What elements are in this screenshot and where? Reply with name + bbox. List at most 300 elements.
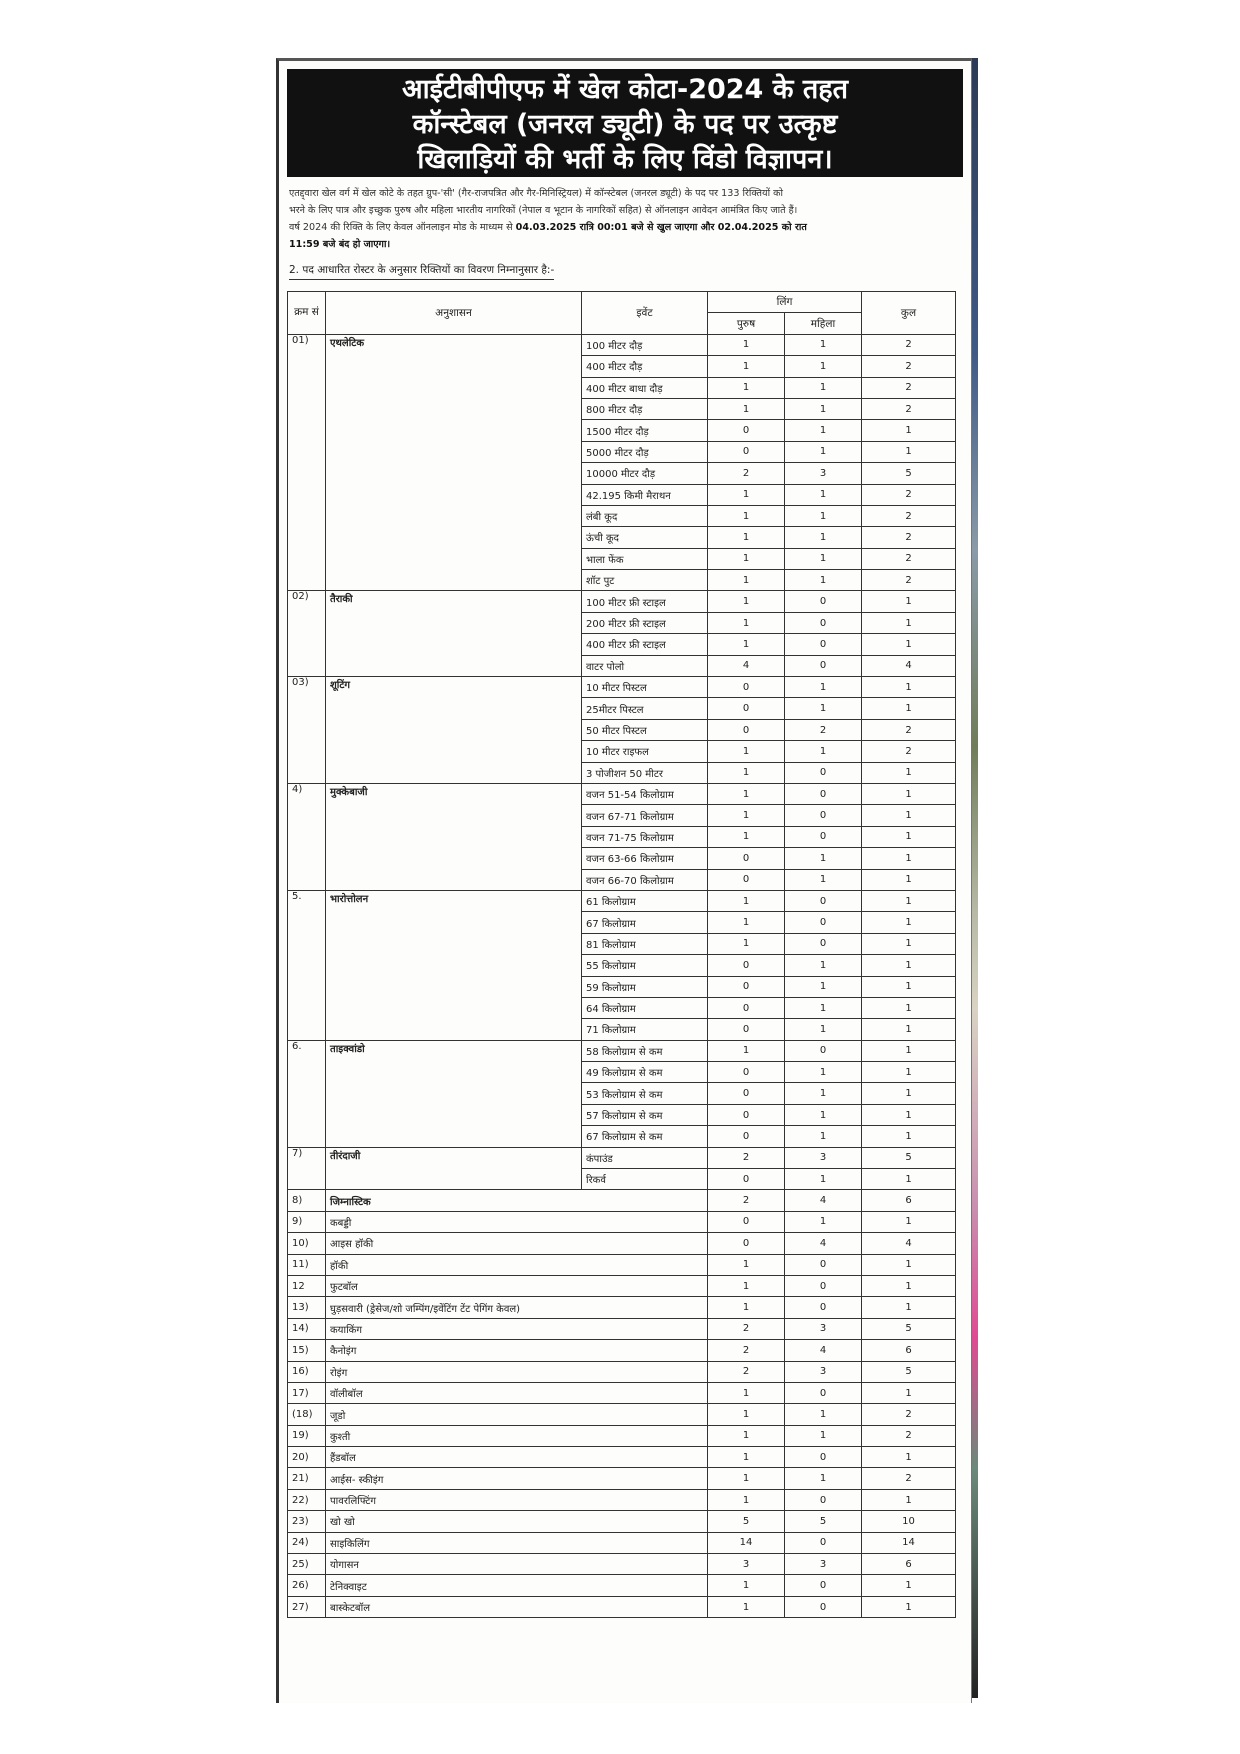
table-body	[288, 334, 956, 1617]
header-gender: लिंग	[708, 292, 862, 313]
section-title: 2. पद आधारित रोस्टर के अनुसार रिक्तियों का विवरण निम्नानुसार है:-	[289, 263, 554, 280]
row-female: 3	[785, 1147, 862, 1168]
row-total: 2	[862, 741, 956, 762]
row-female: 3	[785, 1361, 862, 1382]
row-male: 2	[708, 1190, 785, 1211]
row-event: 42.195 किमी मैराथन	[582, 484, 708, 505]
row-sno: 6.	[288, 1040, 326, 1147]
row-total: 1	[862, 997, 956, 1018]
intro-line-1: एतद्द्वारा खेल वर्ग में खेल कोटे के तहत ग्रुप-'सी' (गैर-राजपत्रित और गैर-मिनिस्ट्रियल) में कॉन्स्टेबल (जनरल ड्यूटी) के पद पर 133 रिक्तियों को	[289, 188, 783, 199]
row-total: 1	[862, 1254, 956, 1275]
header-total: कुल	[862, 292, 956, 335]
row-male: 3	[708, 1554, 785, 1575]
row-total: 1	[862, 1382, 956, 1403]
row-female: 1	[785, 976, 862, 997]
table-row	[288, 1511, 956, 1532]
row-female: 1	[785, 1104, 862, 1125]
intro-line-3	[289, 219, 961, 236]
row-male: 1	[708, 912, 785, 933]
row-female: 1	[785, 398, 862, 419]
table-row	[288, 1233, 956, 1254]
intro-line-2: भरने के लिए पात्र और इच्छुक पुरुष और महिला भारतीय नागरिकों (नेपाल व भूटान के नागरिकों सहित) से ऑनलाइन आवेदन आमंत्रित किए जाते हैं।	[289, 205, 798, 216]
row-total: 1	[862, 1275, 956, 1296]
row-event: 57 किलोग्राम से कम	[582, 1104, 708, 1125]
row-male: 0	[708, 1019, 785, 1040]
row-female: 0	[785, 890, 862, 911]
intro-line-3a: वर्ष 2024 की रिक्ति के लिए केवल ऑनलाइन मोड के माध्यम से	[289, 222, 513, 233]
table-row	[288, 1447, 956, 1468]
row-male: 0	[708, 719, 785, 740]
row-sno: 17)	[288, 1382, 326, 1403]
row-sno: 26)	[288, 1575, 326, 1596]
table-row	[288, 334, 956, 355]
row-event: 53 किलोग्राम से कम	[582, 1083, 708, 1104]
header-discipline: अनुशासन	[326, 292, 582, 335]
row-female: 0	[785, 783, 862, 804]
row-male: 0	[708, 955, 785, 976]
row-sno: 7)	[288, 1147, 326, 1190]
row-total: 1	[862, 783, 956, 804]
table-row	[288, 1489, 956, 1510]
row-event: ऊंची कूद	[582, 527, 708, 548]
row-female: 0	[785, 612, 862, 633]
row-male: 1	[708, 1575, 785, 1596]
row-male: 1	[708, 1489, 785, 1510]
row-female: 1	[785, 869, 862, 890]
row-female: 4	[785, 1190, 862, 1211]
row-sno: 19)	[288, 1425, 326, 1446]
header-female: महिला	[785, 313, 862, 334]
row-male: 0	[708, 1104, 785, 1125]
row-female: 0	[785, 1575, 862, 1596]
row-total: 6	[862, 1340, 956, 1361]
row-female: 0	[785, 1275, 862, 1296]
row-male: 1	[708, 1468, 785, 1489]
row-sno: 11)	[288, 1254, 326, 1275]
row-event: 61 किलोग्राम	[582, 890, 708, 911]
row-female: 1	[785, 441, 862, 462]
row-event: 100 मीटर दौड़	[582, 334, 708, 355]
row-total: 1	[862, 612, 956, 633]
row-male: 2	[708, 1361, 785, 1382]
row-female: 1	[785, 1404, 862, 1425]
title-banner	[287, 69, 963, 177]
row-female: 1	[785, 1083, 862, 1104]
title-line-3: खिलाड़ियों की भर्ती के लिए विंडो विज्ञापन।	[417, 144, 833, 175]
row-female: 0	[785, 826, 862, 847]
row-male: 1	[708, 762, 785, 783]
table-row	[288, 890, 956, 911]
row-male: 2	[708, 1340, 785, 1361]
row-male: 4	[708, 655, 785, 676]
row-male: 0	[708, 1211, 785, 1232]
row-discipline: एथलेटिक	[326, 334, 582, 591]
row-female: 0	[785, 634, 862, 655]
row-male: 0	[708, 1169, 785, 1190]
row-male: 1	[708, 570, 785, 591]
row-male: 14	[708, 1532, 785, 1553]
row-total: 1	[862, 1169, 956, 1190]
table-row	[288, 1596, 956, 1617]
row-male: 1	[708, 1297, 785, 1318]
row-total: 1	[862, 1019, 956, 1040]
row-female: 1	[785, 1425, 862, 1446]
row-total: 5	[862, 1147, 956, 1168]
row-male: 0	[708, 698, 785, 719]
intro-line-4	[289, 236, 961, 253]
row-male: 2	[708, 1318, 785, 1339]
row-female: 4	[785, 1340, 862, 1361]
intro-close-time: 11:59 बजे बंद हो जाएगा।	[289, 239, 391, 250]
row-total: 4	[862, 1233, 956, 1254]
row-discipline: योगासन	[326, 1554, 708, 1575]
row-male: 1	[708, 1382, 785, 1403]
row-event: 59 किलोग्राम	[582, 976, 708, 997]
row-event: 5000 मीटर दौड़	[582, 441, 708, 462]
table-row	[288, 1211, 956, 1232]
row-female: 1	[785, 377, 862, 398]
row-discipline: हैंडबॉल	[326, 1447, 708, 1468]
row-total: 1	[862, 677, 956, 698]
row-event: वजन 67-71 किलोग्राम	[582, 805, 708, 826]
row-male: 1	[708, 612, 785, 633]
table-row	[288, 1361, 956, 1382]
row-sno: 01)	[288, 334, 326, 591]
row-male: 1	[708, 377, 785, 398]
table-row	[288, 1382, 956, 1403]
vacancy-table	[287, 291, 956, 1618]
row-total: 1	[862, 955, 956, 976]
row-event: रिकर्व	[582, 1169, 708, 1190]
row-total: 1	[862, 890, 956, 911]
row-male: 1	[708, 805, 785, 826]
row-event: लंबी कूद	[582, 505, 708, 526]
table-row	[288, 1147, 956, 1168]
row-event: 10 मीटर पिस्टल	[582, 677, 708, 698]
row-female: 1	[785, 848, 862, 869]
row-male: 1	[708, 1425, 785, 1446]
row-female: 3	[785, 1554, 862, 1575]
row-male: 0	[708, 1083, 785, 1104]
row-sno: 8)	[288, 1190, 326, 1211]
row-total: 1	[862, 1575, 956, 1596]
row-total: 1	[862, 441, 956, 462]
row-male: 1	[708, 548, 785, 569]
row-female: 1	[785, 1019, 862, 1040]
row-event: 25मीटर पिस्टल	[582, 698, 708, 719]
row-female: 3	[785, 1318, 862, 1339]
row-total: 2	[862, 1468, 956, 1489]
row-male: 0	[708, 677, 785, 698]
row-male: 1	[708, 484, 785, 505]
row-sno: 20)	[288, 1447, 326, 1468]
row-female: 0	[785, 1297, 862, 1318]
row-event: वाटर पोलो	[582, 655, 708, 676]
row-female: 1	[785, 1211, 862, 1232]
row-total: 1	[862, 1062, 956, 1083]
row-discipline: खो खो	[326, 1511, 708, 1532]
row-female: 2	[785, 719, 862, 740]
row-female: 1	[785, 420, 862, 441]
row-male: 0	[708, 997, 785, 1018]
row-sno: 4)	[288, 783, 326, 890]
table-row	[288, 783, 956, 804]
title-line-1: आईटीबीपीएफ में खेल कोटा-2024 के तहत	[401, 74, 848, 105]
title-line-2: कॉन्स्टेबल (जनरल ड्यूटी) के पद पर उत्कृष्ट	[412, 109, 838, 140]
row-total: 1	[862, 805, 956, 826]
table-row	[288, 1040, 956, 1061]
row-female: 1	[785, 677, 862, 698]
row-male: 1	[708, 1404, 785, 1425]
table-row	[288, 1575, 956, 1596]
row-male: 0	[708, 869, 785, 890]
row-discipline: भारोत्तोलन	[326, 890, 582, 1040]
row-discipline: पावरलिफ्टिंग	[326, 1489, 708, 1510]
row-sno: 02)	[288, 591, 326, 677]
row-total: 2	[862, 719, 956, 740]
row-discipline: मुक्केबाजी	[326, 783, 582, 890]
row-male: 0	[708, 1233, 785, 1254]
row-sno: 21)	[288, 1468, 326, 1489]
table-row	[288, 1404, 956, 1425]
row-male: 0	[708, 1062, 785, 1083]
row-total: 1	[862, 420, 956, 441]
advertisement-page	[276, 58, 972, 1703]
row-discipline: रोइंग	[326, 1361, 708, 1382]
row-total: 1	[862, 976, 956, 997]
row-total: 6	[862, 1554, 956, 1575]
row-female: 0	[785, 1596, 862, 1617]
row-total: 5	[862, 1318, 956, 1339]
table-row	[288, 1532, 956, 1553]
row-female: 0	[785, 591, 862, 612]
table-row	[288, 1190, 956, 1211]
row-event: 400 मीटर फ्री स्टाइल	[582, 634, 708, 655]
row-female: 0	[785, 1489, 862, 1510]
row-total: 1	[862, 698, 956, 719]
row-discipline: कुश्ती	[326, 1425, 708, 1446]
row-sno: 5.	[288, 890, 326, 1040]
row-sno: 03)	[288, 677, 326, 784]
row-discipline: घुड़सवारी (ड्रेसेज/शो जम्पिंग/इवेंटिंग टेंट पेगिंग केवल)	[326, 1297, 708, 1318]
row-discipline: जूडो	[326, 1404, 708, 1425]
row-total: 14	[862, 1532, 956, 1553]
row-female: 1	[785, 484, 862, 505]
row-total: 1	[862, 1040, 956, 1061]
row-female: 0	[785, 933, 862, 954]
row-total: 2	[862, 356, 956, 377]
row-sno: 22)	[288, 1489, 326, 1510]
row-male: 1	[708, 527, 785, 548]
row-sno: 25)	[288, 1554, 326, 1575]
row-discipline: तैराकी	[326, 591, 582, 677]
row-event: वजन 71-75 किलोग्राम	[582, 826, 708, 847]
row-event: 81 किलोग्राम	[582, 933, 708, 954]
row-discipline: ताइक्वांडो	[326, 1040, 582, 1147]
row-event: 71 किलोग्राम	[582, 1019, 708, 1040]
row-male: 0	[708, 1126, 785, 1147]
row-female: 1	[785, 741, 862, 762]
row-female: 0	[785, 912, 862, 933]
row-discipline: साइकिलिंग	[326, 1532, 708, 1553]
row-sno: 24)	[288, 1532, 326, 1553]
row-female: 1	[785, 1062, 862, 1083]
row-female: 1	[785, 505, 862, 526]
row-total: 5	[862, 463, 956, 484]
row-female: 1	[785, 356, 862, 377]
row-event: 3 पोजीशन 50 मीटर	[582, 762, 708, 783]
row-male: 0	[708, 976, 785, 997]
row-event: 1500 मीटर दौड़	[582, 420, 708, 441]
row-total: 2	[862, 377, 956, 398]
table-row	[288, 1554, 956, 1575]
table-row	[288, 1275, 956, 1296]
row-discipline: हॉकी	[326, 1254, 708, 1275]
row-male: 1	[708, 826, 785, 847]
row-female: 0	[785, 1040, 862, 1061]
row-discipline: वॉलीबॉल	[326, 1382, 708, 1403]
row-total: 2	[862, 334, 956, 355]
row-discipline: कैनोइंग	[326, 1340, 708, 1361]
intro-dates: 04.03.2025 रात्रि 00:01 बजे से खुल जाएगा और 02.04.2025 को रात	[515, 222, 807, 233]
table-row	[288, 1340, 956, 1361]
row-female: 1	[785, 548, 862, 569]
row-total: 2	[862, 398, 956, 419]
row-event: 10 मीटर राइफल	[582, 741, 708, 762]
row-event: 800 मीटर दौड़	[582, 398, 708, 419]
row-male: 1	[708, 398, 785, 419]
row-female: 1	[785, 1169, 862, 1190]
row-total: 1	[862, 591, 956, 612]
row-total: 1	[862, 1083, 956, 1104]
row-discipline: आईस- स्कीइंग	[326, 1468, 708, 1489]
row-female: 4	[785, 1233, 862, 1254]
row-total: 10	[862, 1511, 956, 1532]
row-event: कंपाउंड	[582, 1147, 708, 1168]
row-total: 5	[862, 1361, 956, 1382]
row-total: 1	[862, 1596, 956, 1617]
row-total: 1	[862, 826, 956, 847]
row-female: 0	[785, 1532, 862, 1553]
row-total: 4	[862, 655, 956, 676]
row-discipline: जिम्नास्टिक	[326, 1190, 708, 1211]
row-total: 1	[862, 1104, 956, 1125]
row-total: 1	[862, 1489, 956, 1510]
row-female: 0	[785, 805, 862, 826]
row-female: 0	[785, 1254, 862, 1275]
row-discipline: बास्केटबॉल	[326, 1596, 708, 1617]
row-discipline: कयाकिंग	[326, 1318, 708, 1339]
row-total: 1	[862, 634, 956, 655]
row-discipline: आइस हॉकी	[326, 1233, 708, 1254]
header-male: पुरुष	[708, 313, 785, 334]
row-event: वजन 66-70 किलोग्राम	[582, 869, 708, 890]
row-male: 5	[708, 1511, 785, 1532]
row-female: 1	[785, 527, 862, 548]
row-male: 1	[708, 1275, 785, 1296]
header-sno: क्रम सं	[288, 292, 326, 335]
row-event: 64 किलोग्राम	[582, 997, 708, 1018]
row-sno: 27)	[288, 1596, 326, 1617]
row-male: 2	[708, 1147, 785, 1168]
row-sno: 15)	[288, 1340, 326, 1361]
row-male: 1	[708, 1040, 785, 1061]
row-event: 58 किलोग्राम से कम	[582, 1040, 708, 1061]
row-female: 1	[785, 334, 862, 355]
row-total: 1	[862, 1297, 956, 1318]
row-total: 1	[862, 1126, 956, 1147]
row-female: 1	[785, 1468, 862, 1489]
row-total: 1	[862, 1447, 956, 1468]
row-sno: 13)	[288, 1297, 326, 1318]
row-sno: (18)	[288, 1404, 326, 1425]
row-male: 1	[708, 1596, 785, 1617]
row-female: 1	[785, 955, 862, 976]
row-male: 1	[708, 356, 785, 377]
row-male: 1	[708, 783, 785, 804]
header-event: इवेंट	[582, 292, 708, 335]
table-row	[288, 677, 956, 698]
row-event: शॉट पुट	[582, 570, 708, 591]
table-row	[288, 1254, 956, 1275]
row-event: 10000 मीटर दौड़	[582, 463, 708, 484]
row-male: 1	[708, 1447, 785, 1468]
table-row	[288, 1468, 956, 1489]
row-discipline: कबड्डी	[326, 1211, 708, 1232]
row-total: 2	[862, 484, 956, 505]
row-total: 1	[862, 1211, 956, 1232]
row-female: 3	[785, 463, 862, 484]
row-total: 2	[862, 505, 956, 526]
row-female: 0	[785, 1447, 862, 1468]
row-total: 2	[862, 548, 956, 569]
row-event: 400 मीटर बाधा दौड़	[582, 377, 708, 398]
row-event: 55 किलोग्राम	[582, 955, 708, 976]
row-female: 1	[785, 698, 862, 719]
row-event: 67 किलोग्राम	[582, 912, 708, 933]
row-male: 1	[708, 505, 785, 526]
row-event: वजन 51-54 किलोग्राम	[582, 783, 708, 804]
row-event: 50 मीटर पिस्टल	[582, 719, 708, 740]
row-sno: 16)	[288, 1361, 326, 1382]
row-male: 1	[708, 591, 785, 612]
row-female: 1	[785, 570, 862, 591]
row-female: 1	[785, 997, 862, 1018]
row-event: भाला फेंक	[582, 548, 708, 569]
table-row	[288, 591, 956, 612]
row-total: 2	[862, 570, 956, 591]
row-male: 1	[708, 1254, 785, 1275]
row-total: 6	[862, 1190, 956, 1211]
row-event: 100 मीटर फ्री स्टाइल	[582, 591, 708, 612]
row-sno: 14)	[288, 1318, 326, 1339]
row-sno: 23)	[288, 1511, 326, 1532]
row-event: 67 किलोग्राम से कम	[582, 1126, 708, 1147]
row-male: 0	[708, 420, 785, 441]
table-row	[288, 1425, 956, 1446]
table-row	[288, 1318, 956, 1339]
row-male: 0	[708, 848, 785, 869]
row-total: 2	[862, 1404, 956, 1425]
row-discipline: फुटबॉल	[326, 1275, 708, 1296]
row-discipline: टेनिक्वाइट	[326, 1575, 708, 1596]
row-sno: 10)	[288, 1233, 326, 1254]
row-event: 200 मीटर फ्री स्टाइल	[582, 612, 708, 633]
row-female: 0	[785, 1382, 862, 1403]
row-total: 1	[862, 933, 956, 954]
row-total: 2	[862, 527, 956, 548]
row-total: 2	[862, 1425, 956, 1446]
